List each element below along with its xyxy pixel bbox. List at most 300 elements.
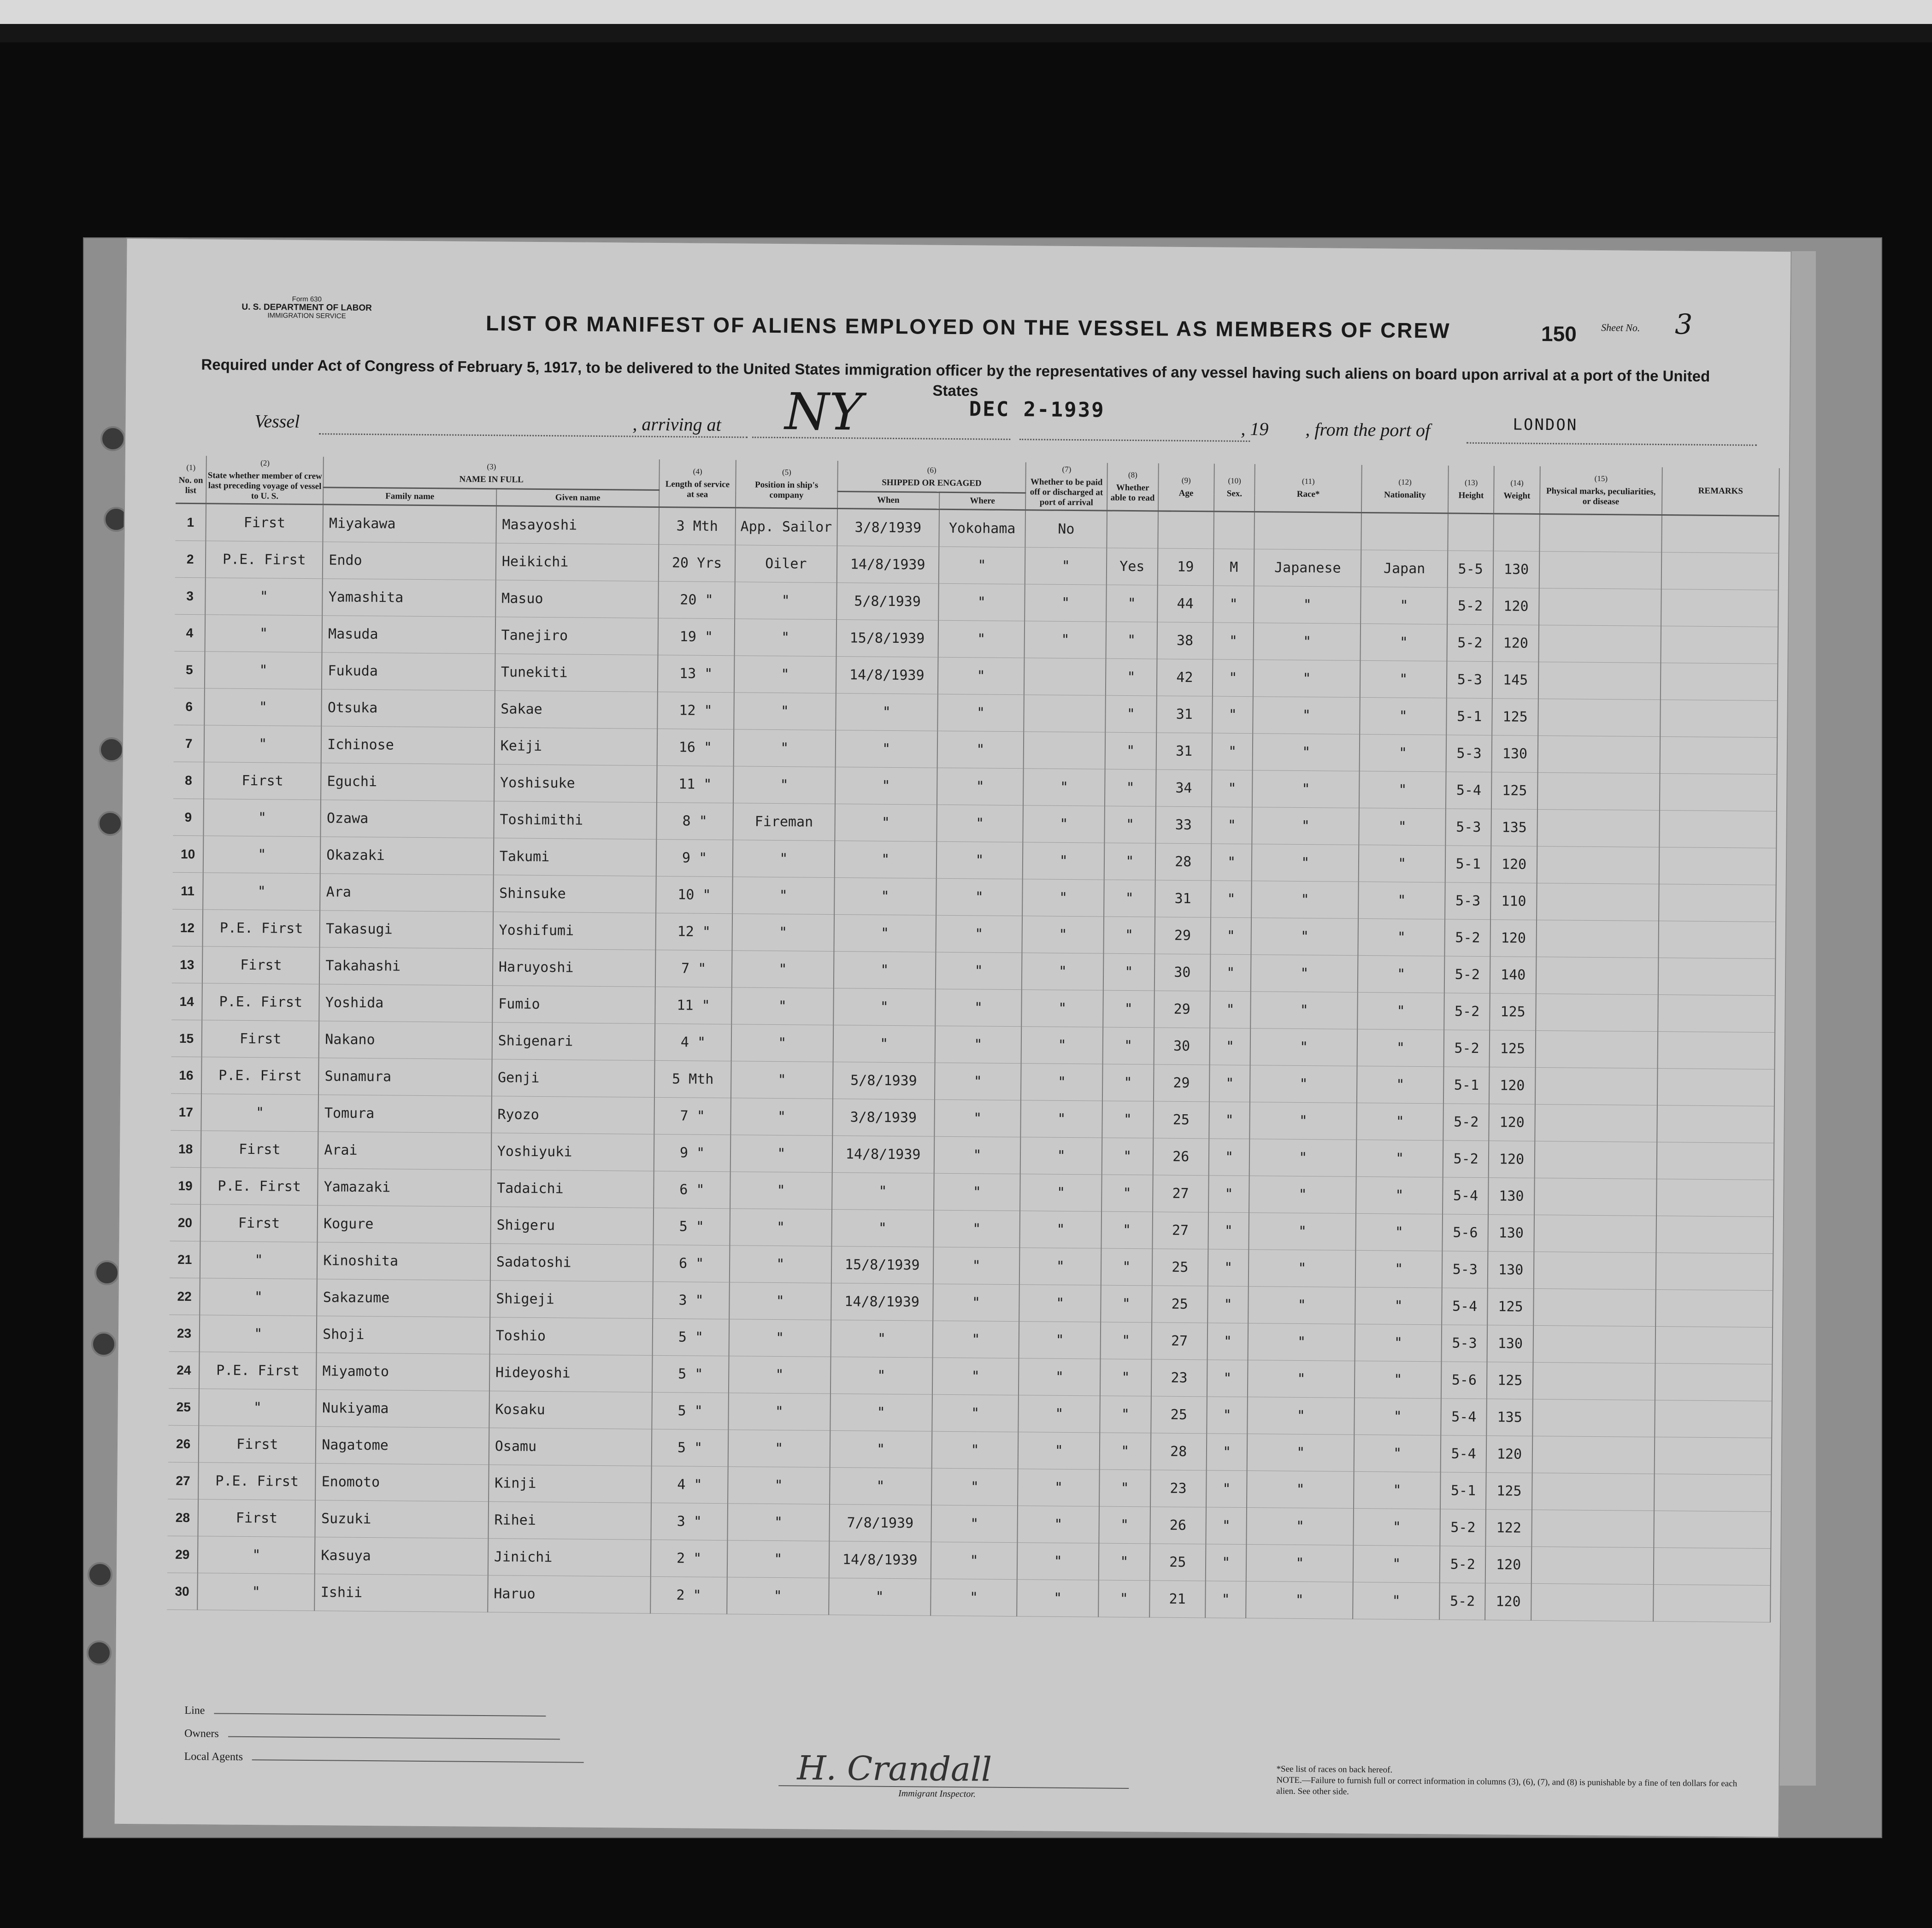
col-header-prev-voyage: (2) State whether member of crew last preceding voyage of vessel to U. S. bbox=[206, 456, 324, 504]
cell-height: 5-4 bbox=[1441, 1399, 1487, 1436]
cell-race: " bbox=[1248, 1360, 1355, 1398]
cell-when: 3/8/1939 bbox=[837, 508, 939, 547]
cell-when: 14/8/1939 bbox=[836, 656, 938, 694]
cell-given: Masuo bbox=[495, 580, 659, 618]
cell-physical bbox=[1535, 1030, 1658, 1068]
cell-height: 5-1 bbox=[1440, 1472, 1486, 1510]
cell-physical bbox=[1532, 1473, 1655, 1511]
cell-age: 42 bbox=[1156, 659, 1213, 696]
cell-position: " bbox=[728, 1430, 830, 1468]
cell-physical bbox=[1534, 1215, 1656, 1252]
cell-sex: " bbox=[1208, 1249, 1249, 1287]
col-header-where: Where bbox=[939, 492, 1026, 510]
cell-age: 25 bbox=[1153, 1101, 1209, 1139]
cell-paid: " bbox=[1020, 1174, 1101, 1211]
agents-field bbox=[184, 1751, 584, 1766]
cell-paid: " bbox=[1017, 1543, 1099, 1580]
cell-given: Tunekiti bbox=[495, 654, 658, 692]
cell-physical bbox=[1537, 846, 1659, 884]
cell-position: " bbox=[734, 693, 836, 730]
owners-field bbox=[184, 1728, 560, 1743]
cell-read: " bbox=[1101, 1211, 1152, 1249]
cell-race: " bbox=[1246, 1581, 1353, 1619]
cell-given: Osamu bbox=[489, 1428, 652, 1466]
cell-nat: " bbox=[1359, 845, 1445, 882]
cell-paid: " bbox=[1018, 1469, 1099, 1506]
cell-race: " bbox=[1251, 881, 1359, 919]
port-field bbox=[1467, 442, 1757, 446]
cell-nat: " bbox=[1359, 771, 1446, 808]
cell-age: 25 bbox=[1149, 1544, 1206, 1581]
cell-given: Fumio bbox=[492, 986, 655, 1024]
cell-paid: " bbox=[1025, 547, 1107, 585]
cell-physical bbox=[1537, 809, 1660, 847]
cell-service: 5 " bbox=[652, 1429, 728, 1466]
cell-nat: " bbox=[1354, 1508, 1440, 1546]
cell-physical bbox=[1532, 1436, 1655, 1474]
cell-where: " bbox=[938, 583, 1025, 621]
cell-family: Suzuki bbox=[315, 1500, 489, 1539]
cell-where: " bbox=[936, 841, 1023, 879]
cell-when: " bbox=[833, 988, 935, 1026]
cell-paid: " bbox=[1019, 1395, 1100, 1433]
cell-read: " bbox=[1099, 1543, 1150, 1581]
year-label: , 19 bbox=[1241, 418, 1269, 440]
cell-physical bbox=[1536, 957, 1659, 994]
cell-prev: P.E. First bbox=[201, 1057, 319, 1095]
cell-when: " bbox=[834, 951, 936, 989]
cell-nat: " bbox=[1355, 1250, 1442, 1287]
cell-height bbox=[1448, 513, 1494, 551]
cell-remarks bbox=[1657, 1105, 1774, 1143]
col-header-nationality: (12) Nationality bbox=[1361, 465, 1449, 513]
races-note: *See list of races on back hereof. bbox=[1276, 1764, 1393, 1775]
col-header-weight: (14) Weight bbox=[1494, 466, 1540, 514]
cell-height: 5-4 bbox=[1443, 1177, 1489, 1215]
cell-physical bbox=[1533, 1325, 1655, 1363]
cell-nat: " bbox=[1356, 1140, 1443, 1177]
cell-prev: P.E. First bbox=[206, 541, 323, 579]
cell-age: 30 bbox=[1154, 1028, 1210, 1065]
cell-service: 10 " bbox=[656, 876, 732, 913]
cell-service: 5 " bbox=[654, 1208, 730, 1245]
binder-hole bbox=[88, 1562, 112, 1587]
cell-family: Otsuka bbox=[322, 689, 495, 728]
cell-service: 19 " bbox=[658, 618, 735, 655]
cell-remarks bbox=[1660, 700, 1778, 738]
cell-race: " bbox=[1246, 1545, 1354, 1582]
cell-age: 25 bbox=[1152, 1249, 1208, 1286]
cell-when: " bbox=[829, 1578, 931, 1616]
cell-weight: 110 bbox=[1490, 883, 1537, 920]
cell-family: Shoji bbox=[317, 1316, 490, 1354]
cell-sex: " bbox=[1212, 733, 1253, 770]
cell-family: Arai bbox=[318, 1132, 491, 1170]
cell-paid: " bbox=[1018, 1506, 1099, 1543]
cell-position: " bbox=[730, 1172, 832, 1210]
cell-physical bbox=[1532, 1399, 1655, 1437]
cell-given: Toshimithi bbox=[494, 801, 657, 840]
cell-remarks bbox=[1654, 1511, 1771, 1548]
agents-label: Local Agents bbox=[184, 1750, 243, 1763]
cell-physical bbox=[1533, 1288, 1656, 1326]
cell-height: 5-6 bbox=[1442, 1214, 1488, 1252]
col-header-read: (8) Whether able to read bbox=[1107, 463, 1158, 511]
cell-race: " bbox=[1252, 844, 1359, 882]
cell-sex: " bbox=[1207, 1434, 1248, 1471]
cell-position: Oiler bbox=[735, 545, 837, 583]
cell-age: 29 bbox=[1153, 1064, 1209, 1102]
cell-no: 24 bbox=[169, 1352, 200, 1389]
cell-nat: " bbox=[1355, 1287, 1442, 1324]
cell-family: Kinoshita bbox=[317, 1242, 490, 1281]
cell-prev: " bbox=[199, 1389, 317, 1427]
cell-remarks bbox=[1660, 774, 1777, 811]
cell-nat: " bbox=[1354, 1434, 1441, 1472]
cell-prev: P.E. First bbox=[203, 910, 320, 947]
cell-no: 9 bbox=[173, 799, 204, 836]
binder-hole bbox=[100, 426, 125, 451]
cell-no: 21 bbox=[170, 1241, 200, 1278]
cell-service: 2 " bbox=[650, 1576, 727, 1614]
cell-no: 19 bbox=[170, 1167, 201, 1205]
col-header-paid-off: (7) Whether to be paid off or discharged at port of arrival bbox=[1025, 462, 1107, 511]
cell-read: " bbox=[1104, 806, 1155, 843]
cell-read: " bbox=[1102, 1064, 1154, 1101]
cell-read: " bbox=[1104, 917, 1155, 954]
inspector-signature: H. Crandall bbox=[797, 1748, 992, 1789]
cell-no: 1 bbox=[175, 503, 206, 541]
cell-position: App. Sailor bbox=[735, 508, 837, 546]
cell-race: " bbox=[1253, 697, 1361, 735]
cell-nat: " bbox=[1356, 1213, 1443, 1251]
cell-service: 5 " bbox=[652, 1355, 729, 1393]
cell-physical bbox=[1539, 514, 1662, 552]
cell-remarks bbox=[1655, 1400, 1772, 1438]
cell-read: " bbox=[1102, 1101, 1153, 1138]
cell-prev: " bbox=[204, 799, 321, 837]
col-header-family-name: Family name bbox=[323, 488, 496, 506]
cell-no: 26 bbox=[168, 1425, 199, 1463]
cell-position: " bbox=[729, 1319, 831, 1357]
cell-service: 7 " bbox=[654, 1097, 731, 1134]
cell-no: 8 bbox=[173, 762, 204, 799]
col-header-shipped: (6) SHIPPED OR ENGAGED bbox=[837, 461, 1026, 493]
cell-age: 23 bbox=[1150, 1470, 1207, 1507]
cell-family: Masuda bbox=[322, 616, 495, 654]
cell-race: " bbox=[1249, 1213, 1356, 1251]
cell-weight: 120 bbox=[1493, 625, 1539, 662]
cell-family: Yamazaki bbox=[318, 1169, 491, 1207]
cell-physical bbox=[1539, 551, 1661, 589]
cell-family: Kogure bbox=[318, 1205, 491, 1244]
cell-height: 5-3 bbox=[1447, 661, 1493, 699]
cell-physical bbox=[1539, 588, 1661, 626]
cell-no: 29 bbox=[167, 1536, 198, 1573]
col-header-service: (4) Length of service at sea bbox=[659, 459, 736, 508]
cell-physical bbox=[1535, 1104, 1657, 1142]
cell-given: Yoshifumi bbox=[493, 912, 656, 950]
cell-age: 23 bbox=[1151, 1359, 1207, 1397]
cell-sex: " bbox=[1210, 954, 1251, 992]
cell-position: " bbox=[731, 988, 833, 1025]
cell-remarks bbox=[1658, 995, 1775, 1033]
cell-height: 5-2 bbox=[1440, 1509, 1486, 1546]
cell-family: Nukiyama bbox=[316, 1390, 489, 1428]
cell-race: " bbox=[1250, 1065, 1357, 1103]
cell-no: 11 bbox=[172, 872, 203, 910]
cell-read: " bbox=[1104, 880, 1155, 917]
cell-service: 5 " bbox=[653, 1318, 729, 1356]
cell-no: 30 bbox=[167, 1573, 198, 1610]
cell-physical bbox=[1535, 1067, 1658, 1105]
cell-weight: 122 bbox=[1486, 1510, 1532, 1547]
cell-where: " bbox=[934, 1136, 1020, 1174]
cell-age: 31 bbox=[1156, 696, 1213, 733]
cell-when: " bbox=[830, 1430, 931, 1468]
cell-age: 34 bbox=[1155, 770, 1212, 807]
cell-when: " bbox=[835, 804, 937, 841]
cell-race: " bbox=[1249, 1250, 1356, 1287]
cell-where: " bbox=[933, 1210, 1020, 1247]
cell-position: Fireman bbox=[733, 803, 835, 841]
cell-sex: " bbox=[1206, 1507, 1247, 1545]
cell-height: 5-3 bbox=[1442, 1325, 1488, 1362]
cell-no: 17 bbox=[171, 1093, 201, 1131]
cell-service: 6 " bbox=[653, 1245, 730, 1282]
cell-remarks bbox=[1661, 663, 1778, 701]
cell-read: " bbox=[1100, 1359, 1151, 1396]
cell-remarks bbox=[1654, 1437, 1772, 1475]
cell-paid: " bbox=[1019, 1322, 1101, 1359]
cell-family: Takasugi bbox=[320, 911, 493, 949]
cell-no: 6 bbox=[174, 688, 205, 725]
cell-given: Yoshisuke bbox=[494, 764, 657, 803]
cell-height: 5-6 bbox=[1441, 1362, 1487, 1399]
penalty-note: NOTE.—Failure to furnish full or correct information in columns (3), (6), (7), and (8) is punishable by a fine of ten dollars for each alien. See other side. bbox=[1276, 1775, 1738, 1797]
cell-when: 14/8/1939 bbox=[836, 546, 938, 583]
cell-prev: First bbox=[200, 1205, 318, 1242]
cell-weight: 130 bbox=[1492, 735, 1538, 773]
cell-prev: " bbox=[200, 1278, 317, 1316]
cell-weight: 120 bbox=[1489, 1067, 1535, 1105]
cell-read: " bbox=[1099, 1470, 1150, 1507]
col-header-physical: (15) Physical marks, peculiarities, or disease bbox=[1540, 466, 1662, 515]
cell-weight: 125 bbox=[1490, 993, 1536, 1031]
cell-read: " bbox=[1100, 1433, 1151, 1470]
cell-height: 5-3 bbox=[1445, 882, 1491, 920]
cell-height: 5-3 bbox=[1442, 1251, 1488, 1288]
cell-weight: 120 bbox=[1490, 920, 1537, 957]
date-field bbox=[1019, 438, 1250, 442]
cell-race: " bbox=[1247, 1508, 1354, 1546]
cell-sex: " bbox=[1211, 807, 1252, 844]
cell-paid: " bbox=[1018, 1432, 1100, 1470]
cell-age: 26 bbox=[1153, 1138, 1209, 1176]
cell-physical bbox=[1538, 699, 1661, 736]
cell-age: 31 bbox=[1155, 880, 1211, 917]
cell-age: 30 bbox=[1154, 954, 1210, 991]
arriving-label: , arriving at bbox=[632, 413, 721, 435]
cell-given: Keiji bbox=[494, 728, 657, 766]
cell-sex: " bbox=[1210, 1028, 1251, 1065]
cell-remarks bbox=[1657, 1032, 1775, 1070]
col-header-no: (1) No. on list bbox=[176, 456, 206, 504]
cell-paid: " bbox=[1022, 990, 1103, 1027]
cell-where: " bbox=[934, 1173, 1020, 1211]
cell-when: 5/8/1939 bbox=[836, 582, 938, 620]
cell-weight: 140 bbox=[1490, 957, 1536, 994]
cell-age: 29 bbox=[1154, 991, 1210, 1028]
cell-weight: 130 bbox=[1493, 551, 1539, 588]
cell-remarks bbox=[1653, 1584, 1771, 1622]
cell-physical bbox=[1531, 1510, 1654, 1547]
cell-prev: " bbox=[200, 1241, 318, 1279]
cell-nat: " bbox=[1358, 882, 1445, 919]
col-header-height: (13) Height bbox=[1448, 465, 1494, 513]
voyage-line bbox=[125, 382, 1785, 454]
cell-race: Japanese bbox=[1254, 549, 1361, 587]
cell-position: " bbox=[727, 1577, 829, 1615]
cell-prev: " bbox=[203, 836, 321, 874]
cell-where: " bbox=[932, 1394, 1019, 1432]
cell-read: " bbox=[1106, 622, 1157, 659]
cell-given: Shigenari bbox=[492, 1023, 655, 1061]
cell-sex: " bbox=[1213, 623, 1254, 660]
cell-no: 13 bbox=[172, 946, 203, 983]
cell-prev: First bbox=[202, 1020, 319, 1058]
cell-no: 5 bbox=[174, 651, 205, 688]
cell-where: " bbox=[937, 694, 1024, 731]
document-title: LIST OR MANIFEST OF ALIENS EMPLOYED ON THE VESSEL AS MEMBERS OF CREW bbox=[485, 311, 1451, 343]
cell-family: Enomoto bbox=[315, 1464, 489, 1502]
cell-physical bbox=[1538, 662, 1661, 699]
cell-race: " bbox=[1254, 586, 1361, 624]
form-identifier bbox=[242, 295, 372, 321]
col-header-race: (11) Race* bbox=[1255, 464, 1362, 512]
line-label: Line bbox=[184, 1704, 205, 1717]
cell-where: " bbox=[931, 1431, 1018, 1469]
cell-position: " bbox=[733, 840, 835, 878]
cell-service: 12 " bbox=[656, 913, 732, 950]
cell-height: 5-1 bbox=[1443, 1067, 1490, 1104]
cell-nat: Japan bbox=[1361, 550, 1448, 587]
cell-weight: 120 bbox=[1493, 588, 1539, 625]
cell-height: 5-2 bbox=[1447, 624, 1493, 662]
cell-read: " bbox=[1098, 1580, 1149, 1617]
cell-nat: " bbox=[1356, 1176, 1443, 1214]
cell-prev: P.E. First bbox=[199, 1352, 317, 1390]
cell-nat: " bbox=[1355, 1361, 1441, 1398]
cell-family: Sunamura bbox=[318, 1058, 492, 1096]
cell-when: 7/8/1939 bbox=[829, 1504, 931, 1542]
manifest-rows bbox=[167, 503, 1779, 1622]
cell-prev: P.E. First bbox=[198, 1463, 316, 1500]
cell-remarks bbox=[1656, 1216, 1773, 1254]
footnote bbox=[1276, 1764, 1738, 1801]
cell-paid bbox=[1024, 732, 1105, 769]
cell-age: 28 bbox=[1150, 1433, 1207, 1470]
cell-service: 20 Yrs bbox=[659, 544, 735, 582]
cell-sex: " bbox=[1208, 1212, 1249, 1250]
cell-weight: 120 bbox=[1485, 1546, 1531, 1584]
date-stamp: DEC 2-1939 bbox=[969, 397, 1105, 422]
cell-read: " bbox=[1103, 1027, 1154, 1064]
cell-position: " bbox=[734, 656, 836, 694]
cell-position: " bbox=[727, 1504, 829, 1541]
cell-read: " bbox=[1103, 953, 1154, 991]
cell-where: " bbox=[933, 1284, 1019, 1321]
cell-physical bbox=[1537, 772, 1660, 810]
cell-age: 27 bbox=[1152, 1212, 1208, 1249]
cell-read: " bbox=[1100, 1396, 1151, 1433]
cell-age: 29 bbox=[1154, 917, 1211, 954]
stamp-number: 150 bbox=[1541, 321, 1577, 346]
cell-prev: " bbox=[205, 652, 322, 689]
cell-height: 5-2 bbox=[1443, 1104, 1489, 1141]
cell-no: 18 bbox=[171, 1130, 201, 1168]
cell-weight: 125 bbox=[1492, 699, 1538, 736]
binder-hole bbox=[99, 737, 124, 762]
cell-read: " bbox=[1105, 769, 1156, 806]
sheet-number: 3 bbox=[1674, 308, 1693, 341]
cell-paid: " bbox=[1022, 879, 1104, 917]
cell-sex: " bbox=[1210, 991, 1251, 1029]
cell-given: Masayoshi bbox=[496, 506, 659, 545]
cell-where: " bbox=[931, 1505, 1018, 1542]
col-header-sex: (10) Sex. bbox=[1214, 464, 1255, 511]
cell-race: " bbox=[1253, 734, 1360, 771]
cell-paid: " bbox=[1017, 1580, 1099, 1617]
cell-service: 20 " bbox=[658, 581, 735, 618]
cell-service: 11 " bbox=[655, 987, 731, 1024]
cell-when: 3/8/1939 bbox=[832, 1099, 934, 1136]
cell-service: 3 Mth bbox=[659, 507, 736, 545]
cell-weight: 130 bbox=[1488, 1178, 1534, 1215]
cell-age: 21 bbox=[1149, 1581, 1206, 1618]
cell-sex: " bbox=[1207, 1360, 1248, 1397]
cell-where: " bbox=[937, 731, 1024, 768]
cell-remarks bbox=[1654, 1547, 1771, 1585]
cell-sex: " bbox=[1211, 844, 1252, 881]
cell-remarks bbox=[1655, 1363, 1773, 1401]
cell-position: " bbox=[733, 729, 835, 767]
cell-prev: " bbox=[201, 1094, 319, 1132]
from-label: , from the port of bbox=[1305, 418, 1431, 441]
cell-sex: " bbox=[1209, 1139, 1250, 1176]
cell-given: Rihei bbox=[488, 1502, 651, 1540]
cell-where: " bbox=[935, 952, 1022, 989]
cell-paid bbox=[1024, 658, 1106, 695]
cell-when: " bbox=[835, 767, 937, 805]
cell-race: " bbox=[1252, 807, 1360, 845]
cell-no: 15 bbox=[171, 1020, 202, 1057]
cell-no: 27 bbox=[168, 1462, 199, 1499]
cell-nat bbox=[1361, 512, 1448, 550]
cell-position: " bbox=[732, 951, 834, 988]
cell-physical bbox=[1534, 1178, 1657, 1216]
cell-given: Sadatoshi bbox=[490, 1244, 654, 1282]
cell-race: " bbox=[1250, 1029, 1358, 1066]
vessel-label: Vessel bbox=[254, 411, 300, 432]
cell-read: " bbox=[1101, 1322, 1152, 1359]
cell-no: 28 bbox=[167, 1499, 198, 1536]
cell-nat: " bbox=[1360, 697, 1446, 735]
cell-remarks bbox=[1661, 515, 1779, 553]
cell-age: 25 bbox=[1151, 1396, 1207, 1434]
cell-when: 15/8/1939 bbox=[831, 1246, 933, 1284]
cell-position: " bbox=[730, 1209, 831, 1246]
